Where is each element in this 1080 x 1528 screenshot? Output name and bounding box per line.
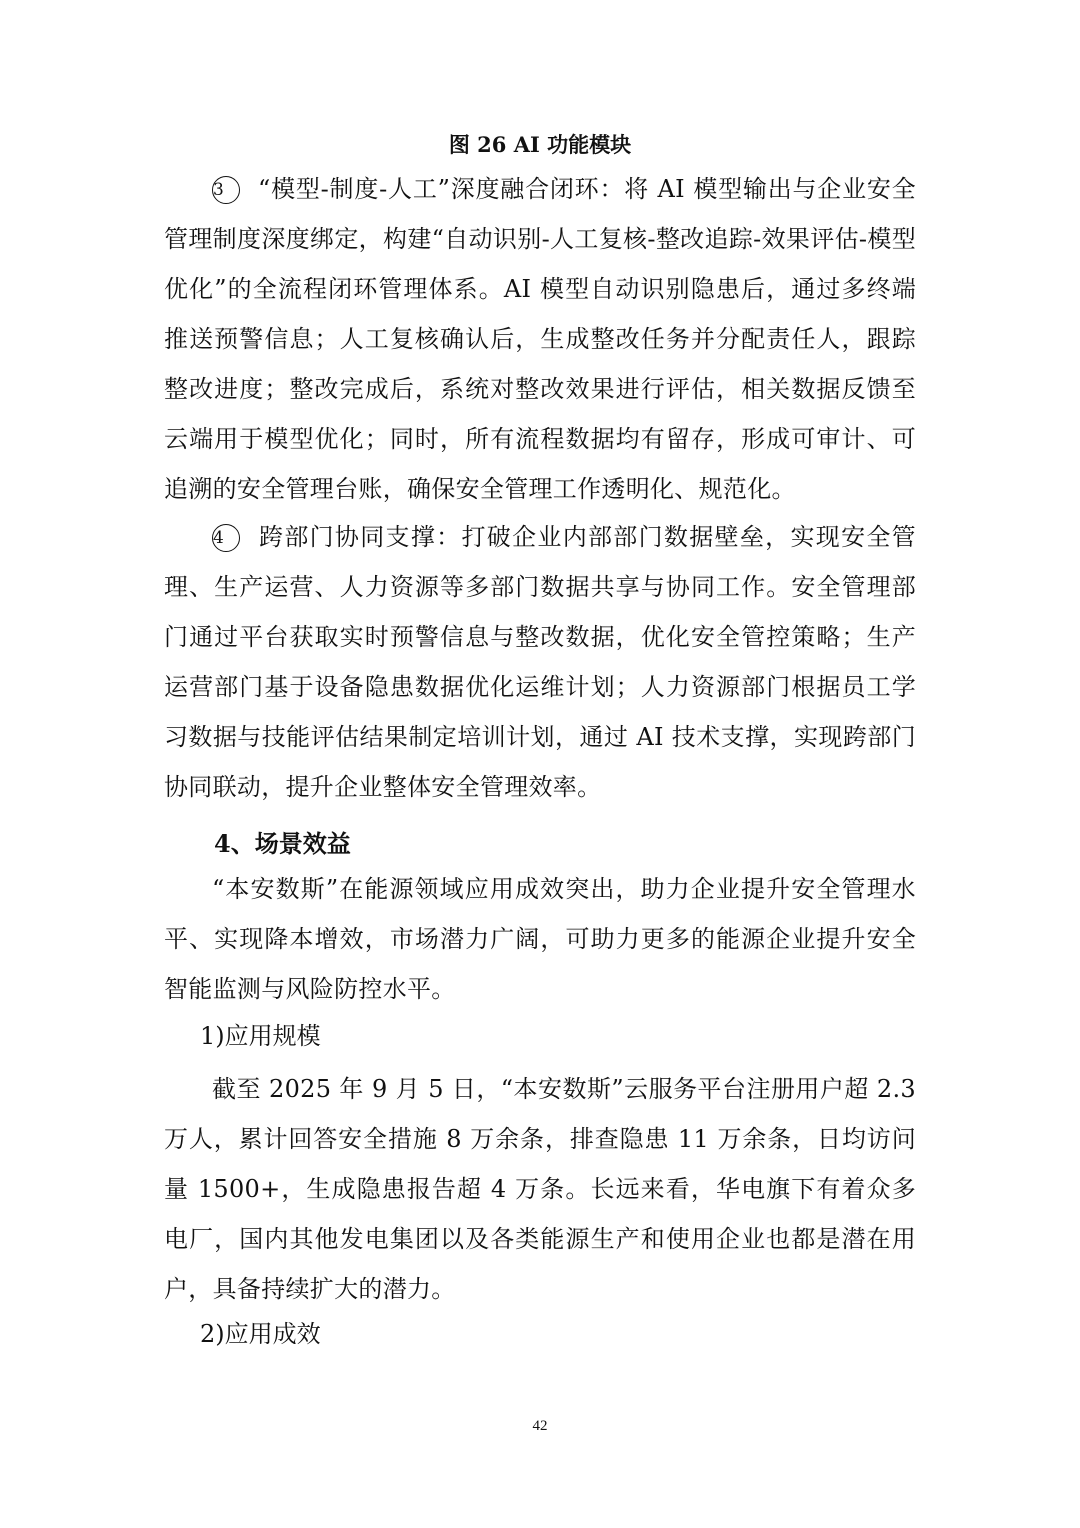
section-heading-benefits: 4、场景效益 <box>214 829 351 858</box>
paragraph-item-3-text: “模型-制度-人工”深度融合闭环：将 AI 模型输出与企业安全管理制度深度绑定，构建“自动识别-人工复核-整改追踪-效果评估-模型优化”的全流程闭环管理体系。AI 模型自动识别隐患后，通过多终端推送预警信息；人工复核确认后，生成整改任务并分配责任人，跟踪整改进度；整改完成后，系统对整改效果进行评估，相关数据反馈至云端用于模型优化；同时，所有流程数据均有留存，形成可审计、可追溯的安全管理台账，确保安全管理工作透明化、规范化。 <box>164 175 916 503</box>
circled-number-4: 4 <box>212 524 240 552</box>
paragraph-item-4-text: 跨部门协同支撑：打破企业内部部门数据壁垒，实现安全管理、生产运营、人力资源等多部门数据共享与协同工作。安全管理部门通过平台获取实时预警信息与整改数据，优化安全管控策略；生产运营部门基于设备隐患数据优化运维计划；人力资源部门根据员工学习数据与技能评估结果制定培训计划，通过 AI 技术支撑，实现跨部门协同联动，提升企业整体安全管理效率。 <box>164 523 916 801</box>
subheading-application-effect: 2)应用成效 <box>200 1320 321 1348</box>
paragraph-item-3 <box>164 164 916 514</box>
circled-number-3: 3 <box>212 176 240 204</box>
paragraph-item-4 <box>164 512 916 812</box>
page-number: 42 <box>532 1418 548 1434</box>
paragraph-application-scale: 截至 2025 年 9 月 5 日，“本安数斯”云服务平台注册用户超 2.3 万人，累计回答安全措施 8 万余条，排查隐患 11 万余条，日均访问量 1500+，生成隐患报告超 4 万条。长远来看，华电旗下有着众多电厂，国内其他发电集团以及各类能源生产和使用企业也都是潜在用户，具备持续扩大的潜力。 <box>164 1075 916 1303</box>
figure-caption: 图 26 AI 功能模块 <box>448 132 632 157</box>
subheading-application-scale: 1)应用规模 <box>200 1022 321 1050</box>
paragraph-benefits-intro: “本安数斯”在能源领域应用成效突出，助力企业提升安全管理水平、实现降本增效，市场潜力广阔，可助力更多的能源企业提升安全智能监测与风险防控水平。 <box>164 875 916 1003</box>
